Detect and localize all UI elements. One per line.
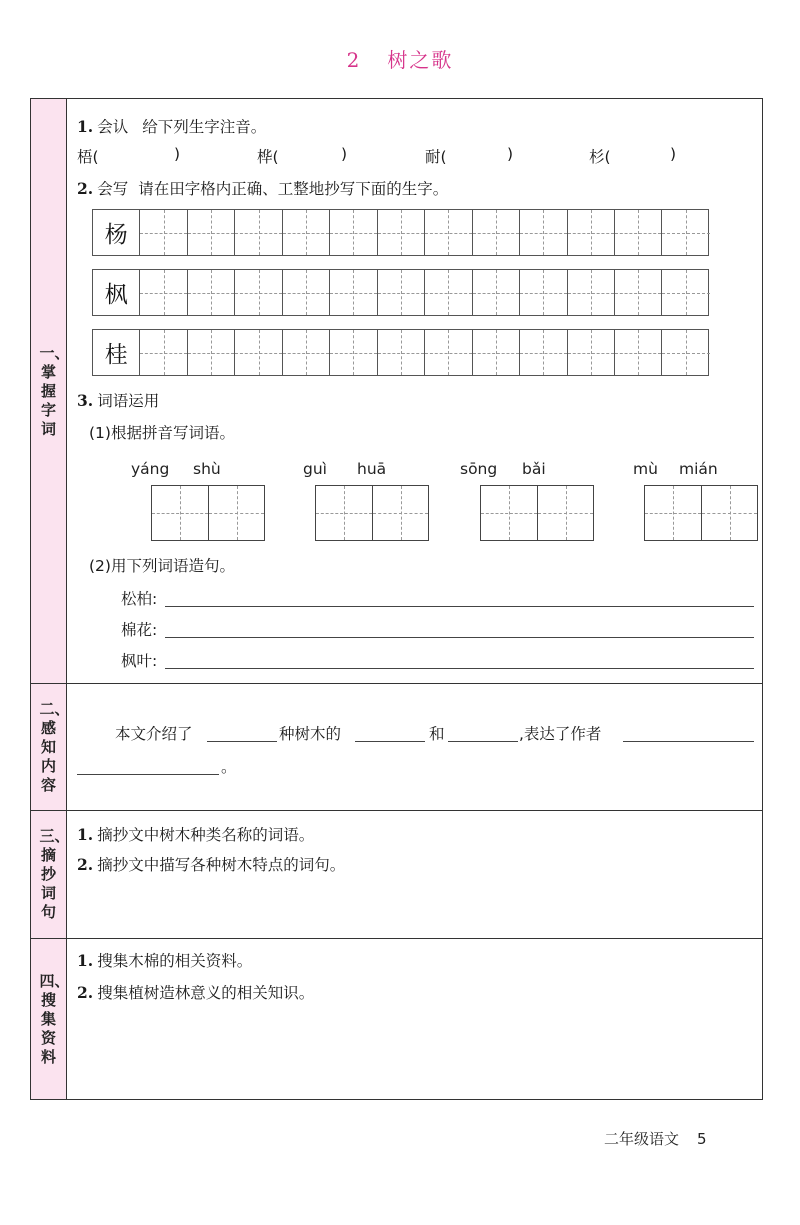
phonetic-item-shan: 杉(	[589, 148, 611, 166]
word-answer-box[interactable]	[315, 485, 429, 541]
writing-grid-row[interactable]	[92, 329, 709, 376]
phonetic-item-nai: 耐(	[425, 148, 447, 166]
word-answer-box[interactable]	[151, 485, 265, 541]
section-research	[31, 939, 762, 1099]
book-name: 二年级语文	[604, 1130, 680, 1148]
section-comprehension	[31, 684, 762, 811]
fill-blank[interactable]	[355, 741, 425, 742]
fill-blank[interactable]	[448, 741, 518, 742]
sentence-answer-line[interactable]	[165, 668, 754, 669]
q3-sub1: (1)根据拼音写词语。	[89, 424, 235, 442]
section-label: 三、摘抄词句	[31, 811, 67, 938]
fill-text: 本文介绍了	[115, 725, 193, 743]
worksheet-frame	[30, 98, 763, 1100]
q1-heading: 1. 会认 给下列生字注音。	[77, 117, 267, 136]
fill-text: 种树木的	[279, 725, 342, 743]
page-footer	[604, 1128, 707, 1149]
pinyin-label: sōng	[460, 460, 498, 478]
section-label: 一、掌握字词	[31, 99, 67, 683]
pinyin-label: huā	[357, 460, 387, 478]
phonetic-blank[interactable]: )	[670, 145, 677, 163]
model-character: 枫	[104, 282, 128, 308]
fill-text: 和	[429, 725, 445, 743]
sentence-answer-line[interactable]	[165, 606, 754, 607]
word-answer-box[interactable]	[480, 485, 594, 541]
phonetic-blank[interactable]: )	[341, 145, 348, 163]
sentence-word: 棉花:	[121, 621, 158, 639]
section-label: 四、搜集资料	[31, 939, 67, 1099]
section-vocabulary	[31, 99, 762, 684]
writing-grid-row[interactable]	[92, 269, 709, 316]
q3-sub2: (2)用下列词语造句。	[89, 557, 235, 575]
page-title	[0, 44, 800, 73]
pinyin-label: mián	[679, 460, 718, 478]
sentence-word: 枫叶:	[121, 652, 158, 670]
sentence-answer-line[interactable]	[165, 637, 754, 638]
pinyin-label: guì	[303, 460, 327, 478]
fill-blank[interactable]	[77, 774, 219, 775]
model-character: 杨	[104, 222, 128, 248]
pinyin-label: yáng	[131, 460, 170, 478]
excerpt-task: 2. 摘抄文中描写各种树木特点的词句。	[77, 855, 346, 874]
phonetic-blank[interactable]: )	[174, 145, 181, 163]
phonetic-item-hua: 桦(	[257, 148, 279, 166]
lesson-number: 2	[346, 48, 362, 72]
section-label: 二、感知内容	[31, 684, 67, 810]
q3-heading: 3. 词语运用	[77, 391, 160, 410]
excerpt-task: 1. 摘抄文中树木种类名称的词语。	[77, 825, 315, 844]
model-character: 桂	[104, 342, 128, 368]
phonetic-item-wu: 梧(	[77, 148, 99, 166]
section-excerpt	[31, 811, 762, 939]
pinyin-label: mù	[633, 460, 658, 478]
lesson-title: 树之歌	[387, 48, 454, 72]
q2-heading: 2. 会写 请在田字格内正确、工整地抄写下面的生字。	[77, 179, 449, 198]
phonetic-blank[interactable]: )	[507, 145, 514, 163]
writing-grid-row[interactable]	[92, 209, 709, 256]
fill-text: ,表达了作者	[519, 725, 602, 743]
pinyin-label: shù	[193, 460, 221, 478]
page-number: 5	[697, 1130, 707, 1148]
fill-text: 。	[221, 758, 237, 776]
word-answer-box[interactable]	[644, 485, 758, 541]
fill-blank[interactable]	[207, 741, 277, 742]
research-task: 2. 搜集植树造林意义的相关知识。	[77, 983, 315, 1002]
sentence-word: 松柏:	[121, 590, 158, 608]
fill-blank[interactable]	[623, 741, 754, 742]
research-task: 1. 搜集木棉的相关资料。	[77, 951, 253, 970]
pinyin-label: bǎi	[522, 460, 546, 478]
